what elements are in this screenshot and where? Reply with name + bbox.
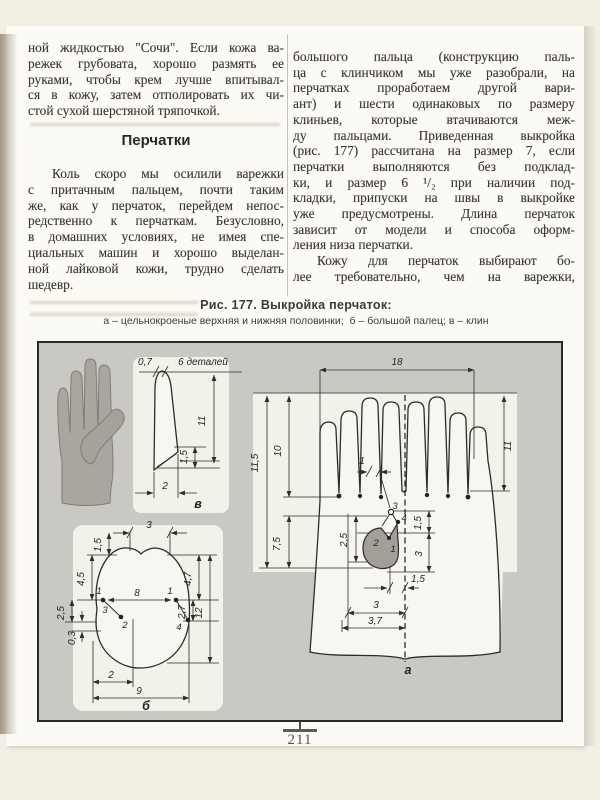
text-line: клиньев, которые втачиваются меж- xyxy=(293,111,575,127)
dim-label: 0,7 xyxy=(138,357,152,368)
dim-label: 4,7 xyxy=(183,572,194,586)
glove-pattern-svg xyxy=(37,341,563,722)
dim-label: 2,5 xyxy=(339,533,350,547)
section-heading: Перчатки xyxy=(121,132,191,149)
text-line: Коль скоро мы осилили варежки xyxy=(52,166,284,181)
text-line: циальных машин и хорошо выделан- xyxy=(28,244,284,260)
figure-caption xyxy=(26,298,566,327)
page-number: 211 xyxy=(287,732,313,748)
book-gutter-shadow xyxy=(0,34,18,734)
text-line: ления низа перчатки. xyxy=(293,237,414,253)
dim-label: 9 xyxy=(136,686,142,697)
text-line: уже предусмотрены. Длина перчаток xyxy=(293,206,575,222)
text-line: (рис. 177) рассчитана на размер 7, если xyxy=(293,143,575,159)
figure-caption-title: Рис. 177. Выкройка перчаток: xyxy=(200,298,392,312)
text-line: большого пальца (конструкцию паль- xyxy=(293,49,575,64)
dim-label: 3 xyxy=(146,520,152,531)
text-line: руками, чтобы крем лучше впитывал- xyxy=(28,71,284,87)
dim-label: 2,5 xyxy=(56,606,67,620)
text-line: ант) и шести одинаковых по размеру xyxy=(293,96,575,112)
dim-label: 0,3 xyxy=(67,631,78,645)
text-line: перчатки выполняются без подклад- xyxy=(293,158,575,174)
dim-label: 6 деталей xyxy=(178,357,228,368)
point-label: 3 xyxy=(102,605,108,616)
dim-label: 1,5 xyxy=(411,574,425,585)
piece-label-v: в xyxy=(194,497,202,511)
text-line: ся в кожу, затем отполировать их чи- xyxy=(28,87,284,103)
dim-label: 11 xyxy=(197,415,208,427)
piece-label-b: б xyxy=(142,699,150,713)
clipped-topline-artifact xyxy=(326,28,506,36)
thumb-piece xyxy=(96,548,189,668)
text-line: с притачным пальцем, почти таким xyxy=(28,181,284,197)
dim-label: 3 xyxy=(373,600,379,611)
text-line: ной лайковой кожи, трудно сделать xyxy=(28,260,284,276)
text-line: ду пальцами. Приведенная выкройка xyxy=(293,127,575,143)
piece-label-a: а xyxy=(404,663,412,677)
dim-label: 11 xyxy=(503,440,514,452)
text-line: Кожу для перчаток выбирают бо- xyxy=(317,253,575,269)
dim-label: 3 xyxy=(414,551,425,557)
text-line: перчатках проработаем другой вари- xyxy=(293,80,575,96)
point-label: 2 xyxy=(122,620,128,631)
dim-label: 18 xyxy=(391,357,403,368)
right-column xyxy=(293,49,575,285)
dim-label: 1,5 xyxy=(93,538,104,552)
point-label: 1 xyxy=(167,586,173,597)
text-line: ки, и размер 6 ¹/₂ при наличии под- xyxy=(293,174,575,190)
dim-label: 2 xyxy=(162,481,168,492)
point-label: 2 xyxy=(373,538,379,549)
left-column xyxy=(28,40,284,119)
column-divider xyxy=(287,34,288,296)
dim-label: 1,5 xyxy=(413,516,424,530)
page-surface xyxy=(6,26,584,746)
point-1-marker xyxy=(387,536,391,540)
text-line: зависит от модели и способа оформ- xyxy=(293,221,575,237)
dim-label: 12 xyxy=(194,607,205,619)
text-line: кладки, припуски на швы в выкройке xyxy=(293,190,575,206)
left-column-paragraph-2 xyxy=(28,166,284,292)
text-line: лее требовательно, чем на варежки, xyxy=(293,268,575,284)
dim-label: 8 xyxy=(134,588,140,599)
dim-label: 2,7 xyxy=(177,605,188,619)
text-line: ной жидкостью "Сочи". Если кожа ва- xyxy=(28,40,284,55)
dim-label: 7,5 xyxy=(272,537,283,551)
dim-label: 3,7 xyxy=(368,616,382,627)
footer-tick xyxy=(299,722,301,729)
point-label: 1 xyxy=(390,544,396,555)
wedge-halo xyxy=(133,357,229,513)
dim-label: 4,5 xyxy=(76,572,87,586)
dim-label: 11,5 xyxy=(250,453,261,473)
page-edge-shadow xyxy=(584,26,596,746)
point-label: 4 xyxy=(401,513,407,524)
text-line: ца с клинчиком мы уже разобрали, на xyxy=(293,64,575,80)
text-line: редственно к перчаткам. Безусловно, xyxy=(28,213,284,229)
text-line: режек грубовата, хорошо размять ее xyxy=(28,55,284,71)
point-label: 1 xyxy=(96,586,102,597)
text-line: в домашних условиях, не имея спе- xyxy=(28,229,284,245)
dim-label: 2 xyxy=(108,670,114,681)
text-line: же, как у перчаток, перейдем непос- xyxy=(28,197,284,213)
figure-177-diagram xyxy=(37,341,563,722)
point-label: 3 xyxy=(392,501,398,512)
figure-caption-subtitle: а – цельнокроеные верхняя и нижняя половинки; б – большой палец; в – клин xyxy=(103,315,489,327)
text-line: стой сухой шерстяной тряпочкой. xyxy=(28,103,220,119)
text-line: шедевр. xyxy=(28,276,74,292)
dim-label: 1 xyxy=(359,456,365,467)
point-label: 4 xyxy=(176,622,182,633)
dim-label: 10 xyxy=(273,445,284,457)
dim-label: 1,5 xyxy=(179,450,190,464)
point-4-marker xyxy=(396,520,400,524)
